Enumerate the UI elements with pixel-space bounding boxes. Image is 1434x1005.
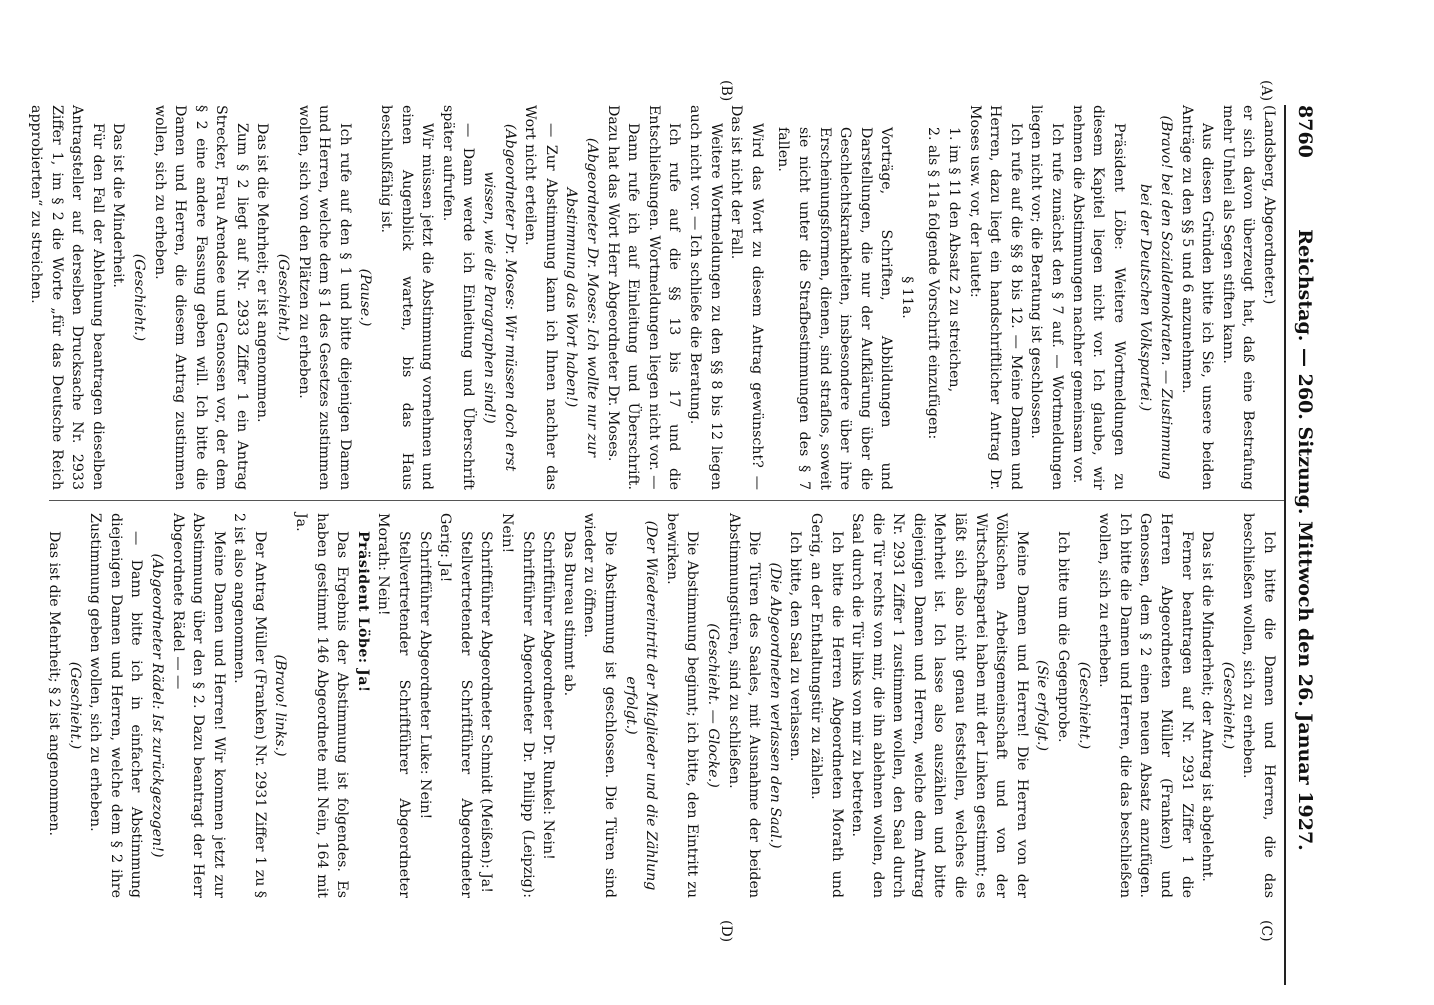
interjection: (Geschieht.) <box>130 253 147 342</box>
paragraph: Wird das Wort zu diesem Antrag gewünscht? — Das ist nicht der Fall. <box>728 105 765 490</box>
paragraph: Ich bitte, den Saal zu verlassen. <box>787 531 804 762</box>
quoted-provision: Vorträge, Schriften, Abbildungen und Darstellungen, die nur der Aufklärung über die Geschlechtskrankheiten, insbesondere über ihre Erscheinungsformen, dienen, sind straflos, soweit sie nicht unter die Strafbestimmungen des § 7 fallen. <box>775 127 895 490</box>
page-header <box>1288 105 1316 975</box>
vote-line: Schriftführer Abgeordneter Luke: Nein! <box>416 531 433 820</box>
paragraph: Dann rufe ich auf Einleitung und Überschrift. Dazu hat das Wort Herr Abgeordneter Dr. Moses. <box>604 105 642 490</box>
section-heading: § 11a. <box>898 276 915 319</box>
interjection: (Geschieht.) <box>1075 661 1092 750</box>
paragraph: Das ist die Mehrheit; er ist angenommen. <box>254 123 271 423</box>
paragraph: Zum § 2 liegt auf Nr. 2933 Ziffer 1 ein Antrag Strecker, Frau Arendsee und Genossen vor, der dem § 2 eine andere Fassung geben will. Ich bitte die Damen und Herren, die diesem Antrag zustimmen wollen, sich zu erheben. <box>151 105 250 490</box>
paragraph: — Dann werde ich Einleitung und Überschrift später aufrufen. <box>439 105 477 490</box>
paragraph: Die Abstimmung ist geschlossen. Die Türen sind wieder zu öffnen. <box>581 513 618 898</box>
paragraph: Ich bitte die Herren Abgeordneten Morath und Gerig, an der Enthaltungstür zu zählen. <box>807 513 845 898</box>
interjection: (Pause.) <box>357 268 374 327</box>
paragraph: — Dann bitte ich in einfacher Abstimmung diejenigen Damen und Herren, welche dem § 2 ihre Zustimmung geben wollen, sich zu erheben. <box>87 513 145 898</box>
paragraph: Ich bitte um die Gegenprobe. <box>1055 531 1072 743</box>
left-column <box>25 105 1279 490</box>
paragraph: Meine Damen und Herren! Wir kommen jetzt zur Abstimmung über den § 2. Dazu beantragt der Herr Abgeordnete Rädel — — <box>169 513 227 898</box>
paragraph: — Zur Abstimmung kann ich Ihnen nachher das Wort nicht erteilen. <box>522 105 559 490</box>
vote-line: Schriftführer Abgeordneter Schmidt (Meißen): Ja! <box>478 531 495 893</box>
paragraph: Die Türen des Saales, mit Ausnahme der beiden Abstimmungstüren, sind zu schließen. <box>725 513 763 898</box>
column-divider <box>49 500 1284 501</box>
speaker-line: (Landsberg, Abgeordneter.) <box>1261 105 1277 305</box>
list-item: 1. im § 11 den Absatz 2 zu streichen, <box>946 127 963 393</box>
paragraph: er sich davon überzeugt hat, daß eine Bestrafung mehr Unheil als Segen stiften kann. <box>1219 105 1257 490</box>
right-column <box>43 513 1279 898</box>
paragraph: Meine Damen und Herren! Die Herren von der Völkischen Arbeitsgemeinschaft und von der Wirtschaftspartei haben mit der Linken gestimmt; es läßt sich also nicht genau feststellen, welches die Mehrheit ist. Ich lasse also auszählen und bitte diejenigen Damen und Herren, welche dem Antrag Nr. 2931 Ziffer 1 zustimmen wollen, den Saal durch die Tür rechts von mir, die ihn ablehnen wollen, den Saal durch die Tür links von mir zu betreten. <box>849 513 1030 898</box>
speaker-paragraph: Präsident Löbe: Ja! <box>354 531 371 693</box>
margin-mark-c: (C) <box>1258 920 1274 942</box>
interjection: (Geschieht.) <box>66 661 83 750</box>
list-item: 2. als § 11a folgende Vorschrift einzufügen: <box>925 127 942 440</box>
page-number: 8760 <box>1294 105 1316 158</box>
margin-mark-a: (A) <box>1258 80 1274 102</box>
vote-line: Schriftführer Abgeordneter Dr. Philipp (Leipzig): Nein! <box>499 513 536 898</box>
paragraph: Wir müssen jetzt die Abstimmung vornehmen und einen Augenblick warten, bis das Haus beschlußfähig ist. <box>378 105 436 490</box>
paragraph: Ich rufe zunächst den § 7 auf. — Wortmeldungen liegen nicht vor; die Beratung ist geschlossen. <box>1028 105 1066 490</box>
vote-line: Schriftführer Abgeordneter Dr. Runkel: Nein! <box>540 531 557 860</box>
paragraph: Ich bitte die Damen und Herren, die das beschließen wollen, sich zu erheben. <box>1240 513 1277 898</box>
interjection: (Abgeordneter Dr. Moses: Ich wollte nur zur Abstimmung das Wort haben!) <box>563 137 600 458</box>
page-title: Reichstag. — 260. Sitzung. Mittwoch den 26. Januar 1927. <box>1294 229 1316 851</box>
interjection: (Sie erfolgt.) <box>1034 659 1051 752</box>
paragraph: Das Ergebnis der Abstimmung ist folgendes. Es haben gestimmt 146 Abgeordnete mit Nein, 164 mit Ja. <box>293 513 351 898</box>
interjection: (Der Wiedereintritt der Mitglieder und die Zählung erfolgt.) <box>622 520 660 891</box>
speaker-paragraph: Präsident Löbe: Weitere Wortmeldungen zu diesem Kapitel liegen nicht vor. Ich glaube, wir nehmen die Abstimmungen nachher gemeinsam vor. <box>1069 105 1127 490</box>
header-rule <box>1285 105 1287 985</box>
interjection: (Bravo! bei den Sozialdemokraten. — Zustimmung bei der Deutschen Volkspartei.) <box>1137 115 1175 480</box>
paragraph: Ich rufe auf den § 1 und bitte diejenigen Damen und Herren, welche dem § 1 des Gesetzes zustimmen wollen, sich von den Plätzen zu erheben. <box>295 105 353 491</box>
interjection: (Die Abgeordneten verlassen den Saal.) <box>766 562 783 849</box>
margin-mark-b: (B) <box>718 80 734 102</box>
margin-mark-d: (D) <box>718 920 734 943</box>
paragraph: Die Abstimmung beginnt; ich bitte, den Eintritt zu bewirken. <box>663 513 701 898</box>
interjection: (Geschieht. — Glocke.) <box>704 623 721 788</box>
vote-line: Stellvertretender Schriftführer Abgeordneter Gerig: Ja! <box>437 513 474 898</box>
interjection: (Geschieht.) <box>275 253 292 342</box>
paragraph: Weitere Wortmeldungen zu den §§ 8 bis 12 liegen auch nicht vor. — Ich schließe die Beratung. <box>686 105 724 490</box>
paragraph: Das Bureau stimmt ab. <box>560 531 577 697</box>
paragraph: Ich rufe auf die §§ 13 bis 17 und die Entschließungen. Wortmeldungen liegen nicht vor. — <box>645 105 683 490</box>
paragraph: Das ist die Minderheit; der Antrag ist abgelehnt. <box>1199 531 1216 882</box>
paragraph: Der Antrag Müller (Franken) Nr. 2931 Ziffer 1 zu § 2 ist also angenommen. <box>231 513 268 898</box>
vote-line: Stellvertretender Schriftführer Abgeordneter Morath: Nein! <box>375 513 413 898</box>
interjection: (Abgeordneter Rädel: Ist zurückgezogen!) <box>148 553 165 858</box>
interjection: (Bravo! links.) <box>272 654 289 757</box>
paragraph: Für den Fall der Ablehnung beantragen dieselben Antragsteller auf derselben Drucksache Nr. 2933 Ziffer 1, im § 2 die Worte „für das Deutsche Reich approbierten“ zu streichen. <box>27 105 106 490</box>
paragraph: Das ist die Mehrheit; § 2 ist angenommen. <box>45 531 62 836</box>
paragraph: Das ist die Minderheit. <box>110 123 127 288</box>
interjection: (Geschieht.) <box>1219 661 1236 750</box>
paragraph: Aus diesen Gründen bitte ich Sie, unsere beiden Anträge zu den §§ 5 und 6 anzunehmen. <box>1178 105 1216 490</box>
paragraph: Ferner beantragen auf Nr. 2931 Ziffer 1 die Herren Abgeordneten Müller (Franken) und Genossen, dem § 2 einen neuen Absatz anzufügen. Ich bitte die Damen und Herren, die das beschließen wollen, sich zu erheben. <box>1096 513 1195 898</box>
interjection: (Abgeordneter Dr. Moses: Wir müssen doch erst wissen, wie die Paragraphen sind!) <box>481 123 518 472</box>
paragraph: Ich rufe auf die §§ 8 bis 12. — Meine Damen und Herren, dazu liegt ein handschriftlicher Antrag Dr. Moses usw. vor, der lautet: <box>966 105 1024 490</box>
